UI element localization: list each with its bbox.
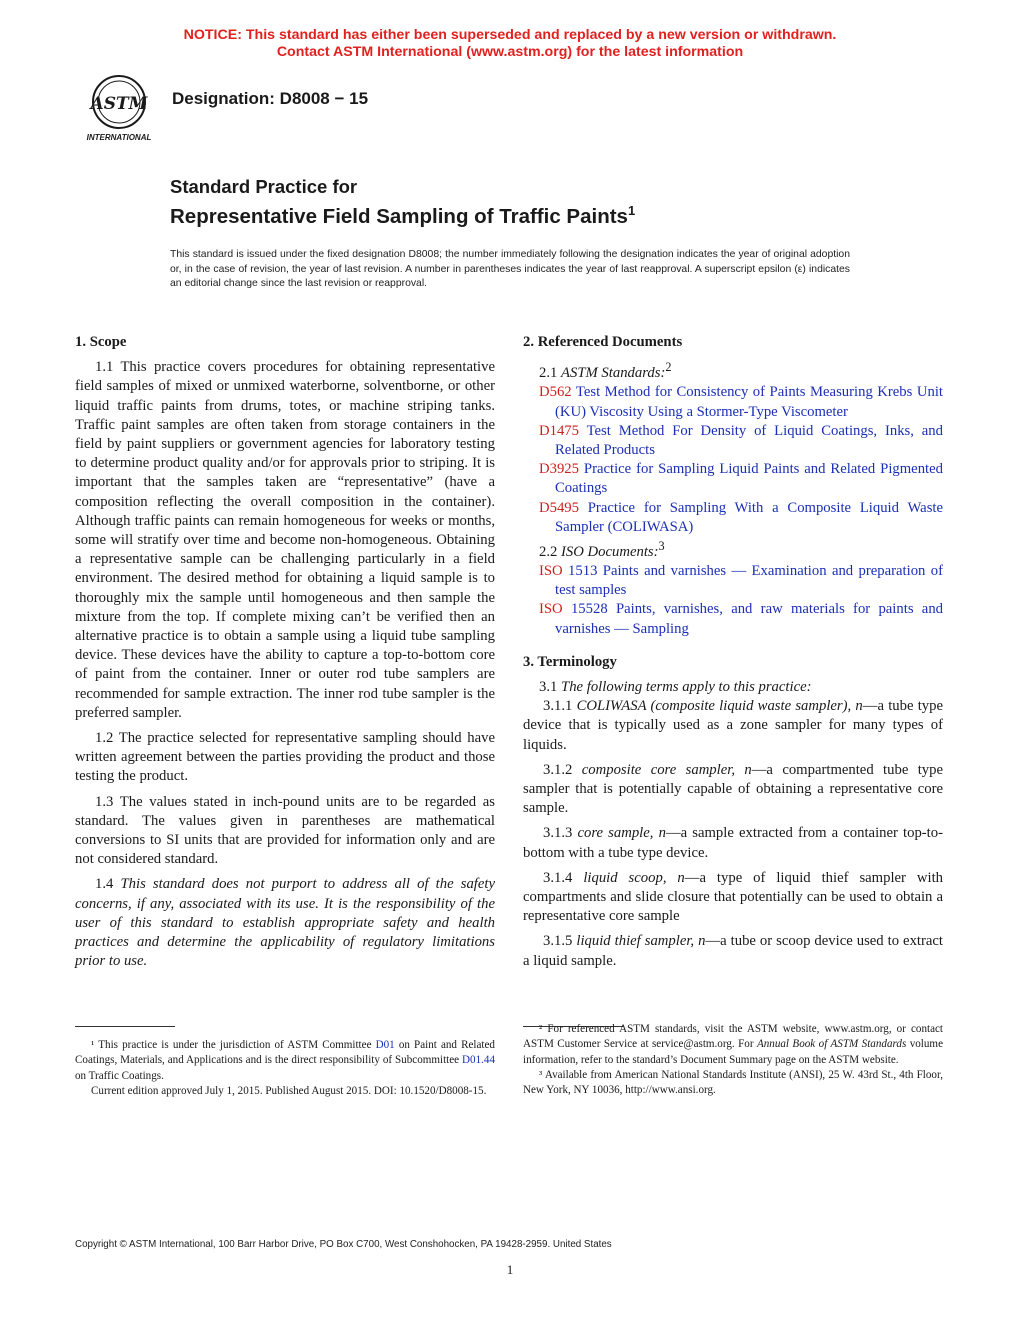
scope-para-1-4-text: This standard does not purport to address all of the safety concerns, if any, associated with its use. It is the responsibility of the user of this standard to establish appropriate safety and health practices and determine the applicability of regulatory limitations prior to use. xyxy=(75,876,496,970)
footnote-edition: Current edition approved July 1, 2015. Published August 2015. DOI: 10.1520/D8008-15. xyxy=(91,1084,487,1097)
page-number: 1 xyxy=(506,1262,514,1277)
notice-line-1: NOTICE: This standard has either been superseded and replaced by a new version or withdrawn. xyxy=(183,27,837,43)
title-line-2 xyxy=(170,198,635,230)
issuance-statement: This standard is issued under the fixed designation D8008; the number immediately following the designation indicates the year of original adoption or, in the case of revision, the year of last revision. A number in parentheses indicates the year of last reapproval. A superscript epsilon (ε) indicates an editorial change since the last revision or reapproval. xyxy=(170,249,850,290)
footnotes-left xyxy=(75,1038,495,1099)
term-core-sample: 3.1.3 core sample, n—a sample extracted from a container top-to-bottom with a tube type device. xyxy=(523,825,943,861)
reference-iso-1513[interactable]: ISO 1513 Paints and varnishes — Examination and preparation of test samples xyxy=(539,563,943,599)
subcommittee-d01-44-link[interactable]: D01.44 xyxy=(462,1054,495,1067)
superseded-notice xyxy=(0,27,1020,61)
reference-d562[interactable]: D562 Test Method for Consistency of Paints Measuring Krebs Unit (KU) Viscosity Using a Stormer-Type Viscometer xyxy=(539,384,943,420)
footnote-1: ¹ This practice is under the jurisdiction of ASTM Committee D01 on Paint and Related Coatings, Materials, and Applications and is the direct responsibility of Subcommittee D01.44 on Traffic Coatings. xyxy=(75,1039,495,1082)
right-column xyxy=(523,333,943,977)
astm-standards-label: 2.1 ASTM Standards:$^2$ xyxy=(539,360,672,382)
term-composite-core-sampler: 3.1.2 composite core sampler, n—a compartmented tube type sampler that is potentially capable of obtaining a representative core sample. xyxy=(523,761,944,817)
iso-documents-label: 2.2 ISO Documents:$^3$ xyxy=(539,538,665,560)
notice-line-2: Contact ASTM International (www.astm.org) for the latest information xyxy=(276,44,744,60)
footnote-3: ³ Available from American National Standards Institute (ANSI), 25 W. 43rd St., 4th Floor, New York, NY 10036, http://www.ansi.org. xyxy=(523,1068,943,1097)
left-column xyxy=(75,333,495,978)
scope-para-1-4 xyxy=(75,875,495,971)
designation: Designation: D8008 − 15 xyxy=(172,89,369,108)
footnote-rule-left xyxy=(75,1026,175,1027)
reference-d1475[interactable]: D1475 Test Method For Density of Liquid Coatings, Inks, and Related Products xyxy=(539,422,943,458)
logo-text: ASTM xyxy=(90,94,148,114)
footnotes-right xyxy=(523,1022,943,1098)
scope-para-1-3: 1.3 The values stated in inch-pound units are to be regarded as standard. The values given in parentheses are mathematical conversions to SI units that are provided for information only and are not considered standard. xyxy=(75,793,495,868)
document-title xyxy=(170,175,635,230)
title-text: Representative Field Sampling of Traffic Paints xyxy=(170,204,628,228)
logo-subtext: INTERNATIONAL xyxy=(86,133,152,142)
reference-iso-15528[interactable]: ISO 15528 Paints, varnishes, and raw materials for paints and varnishes — Sampling xyxy=(539,601,944,637)
scope-heading: 1. Scope xyxy=(75,334,127,350)
title-line-1: Standard Practice for xyxy=(170,176,358,197)
term-liquid-scoop: 3.1.4 liquid scoop, n—a type of liquid thief sampler with compartments and slide closure that potentially can be used to obtain a representative core sample xyxy=(523,869,943,925)
scope-para-1-4-num: 1.4 xyxy=(95,876,114,893)
title-footnote-mark: 1 xyxy=(627,203,636,218)
copyright-line: Copyright © ASTM International, 100 Barr Harbor Drive, PO Box C700, West Conshohocken, PA 19428-2959. United States xyxy=(75,1239,612,1250)
term-liquid-thief-sampler: 3.1.5 liquid thief sampler, n—a tube or scoop device used to extract a liquid sample. xyxy=(523,933,944,969)
committee-d01-link[interactable]: D01 xyxy=(375,1039,395,1051)
scope-para-1-1: 1.1 This practice covers procedures for obtaining representative field samples of mixed or unmixed waterborne, solventborne, or other liquid traffic paints from drums, totes, or machine striping tanks. Traffic paint samples are often taken from storage containers in the field by paint suppliers or government agencies for laboratory testing to determine product quality and/or for approvals prior to striping. It is important that the samples taken are “representative” (have a composition reflecting the overall composition in the container). Although traffic paints can remain homogeneous for weeks or months, some will stratify over time and become non-homogeneous. Obtaining a representative sample can be challenging particularly in a field environment. The desired method for obtaining a liquid sample is to thoroughly mix the sample until homogeneous and then sample the mixture from the top. If complete mixing can’t be verified then an alternative practice is to obtain a sample using a liquid tube sampling device. These devices have the ability to capture a top-to-bottom core of paint from the container. Inner or outer rod tube samplers are recommended for sample extraction. The inner rod tube sampler is the preferred sampler. xyxy=(75,359,495,721)
terminology-heading: 3. Terminology xyxy=(523,653,617,670)
footnote-2: ² For referenced ASTM standards, visit the ASTM website, www.astm.org, or contact ASTM Customer Service at service@astm.org. For Annual Book of ASTM Standards volume information, refer to the standard’s Document Summary page on the ASTM website. xyxy=(523,1023,943,1066)
reference-d3925[interactable]: D3925 Practice for Sampling Liquid Paints and Related Pigmented Coatings xyxy=(539,461,943,497)
term-coliwasa: 3.1.1 COLIWASA (composite liquid waste sampler), n—a tube type device that is typically used as a zone sampler for many types of liquids. xyxy=(523,698,943,753)
scope-para-1-2: 1.2 The practice selected for representative sampling should have written agreement between the parties providing the product and those testing the product. xyxy=(75,730,495,785)
reference-d5495[interactable]: D5495 Practice for Sampling With a Composite Liquid Waste Sampler (COLIWASA) xyxy=(539,499,944,535)
terminology-intro: 3.1 The following terms apply to this practice: xyxy=(539,679,812,696)
astm-logo xyxy=(76,72,162,144)
referenced-documents-heading: 2. Referenced Documents xyxy=(523,334,683,350)
